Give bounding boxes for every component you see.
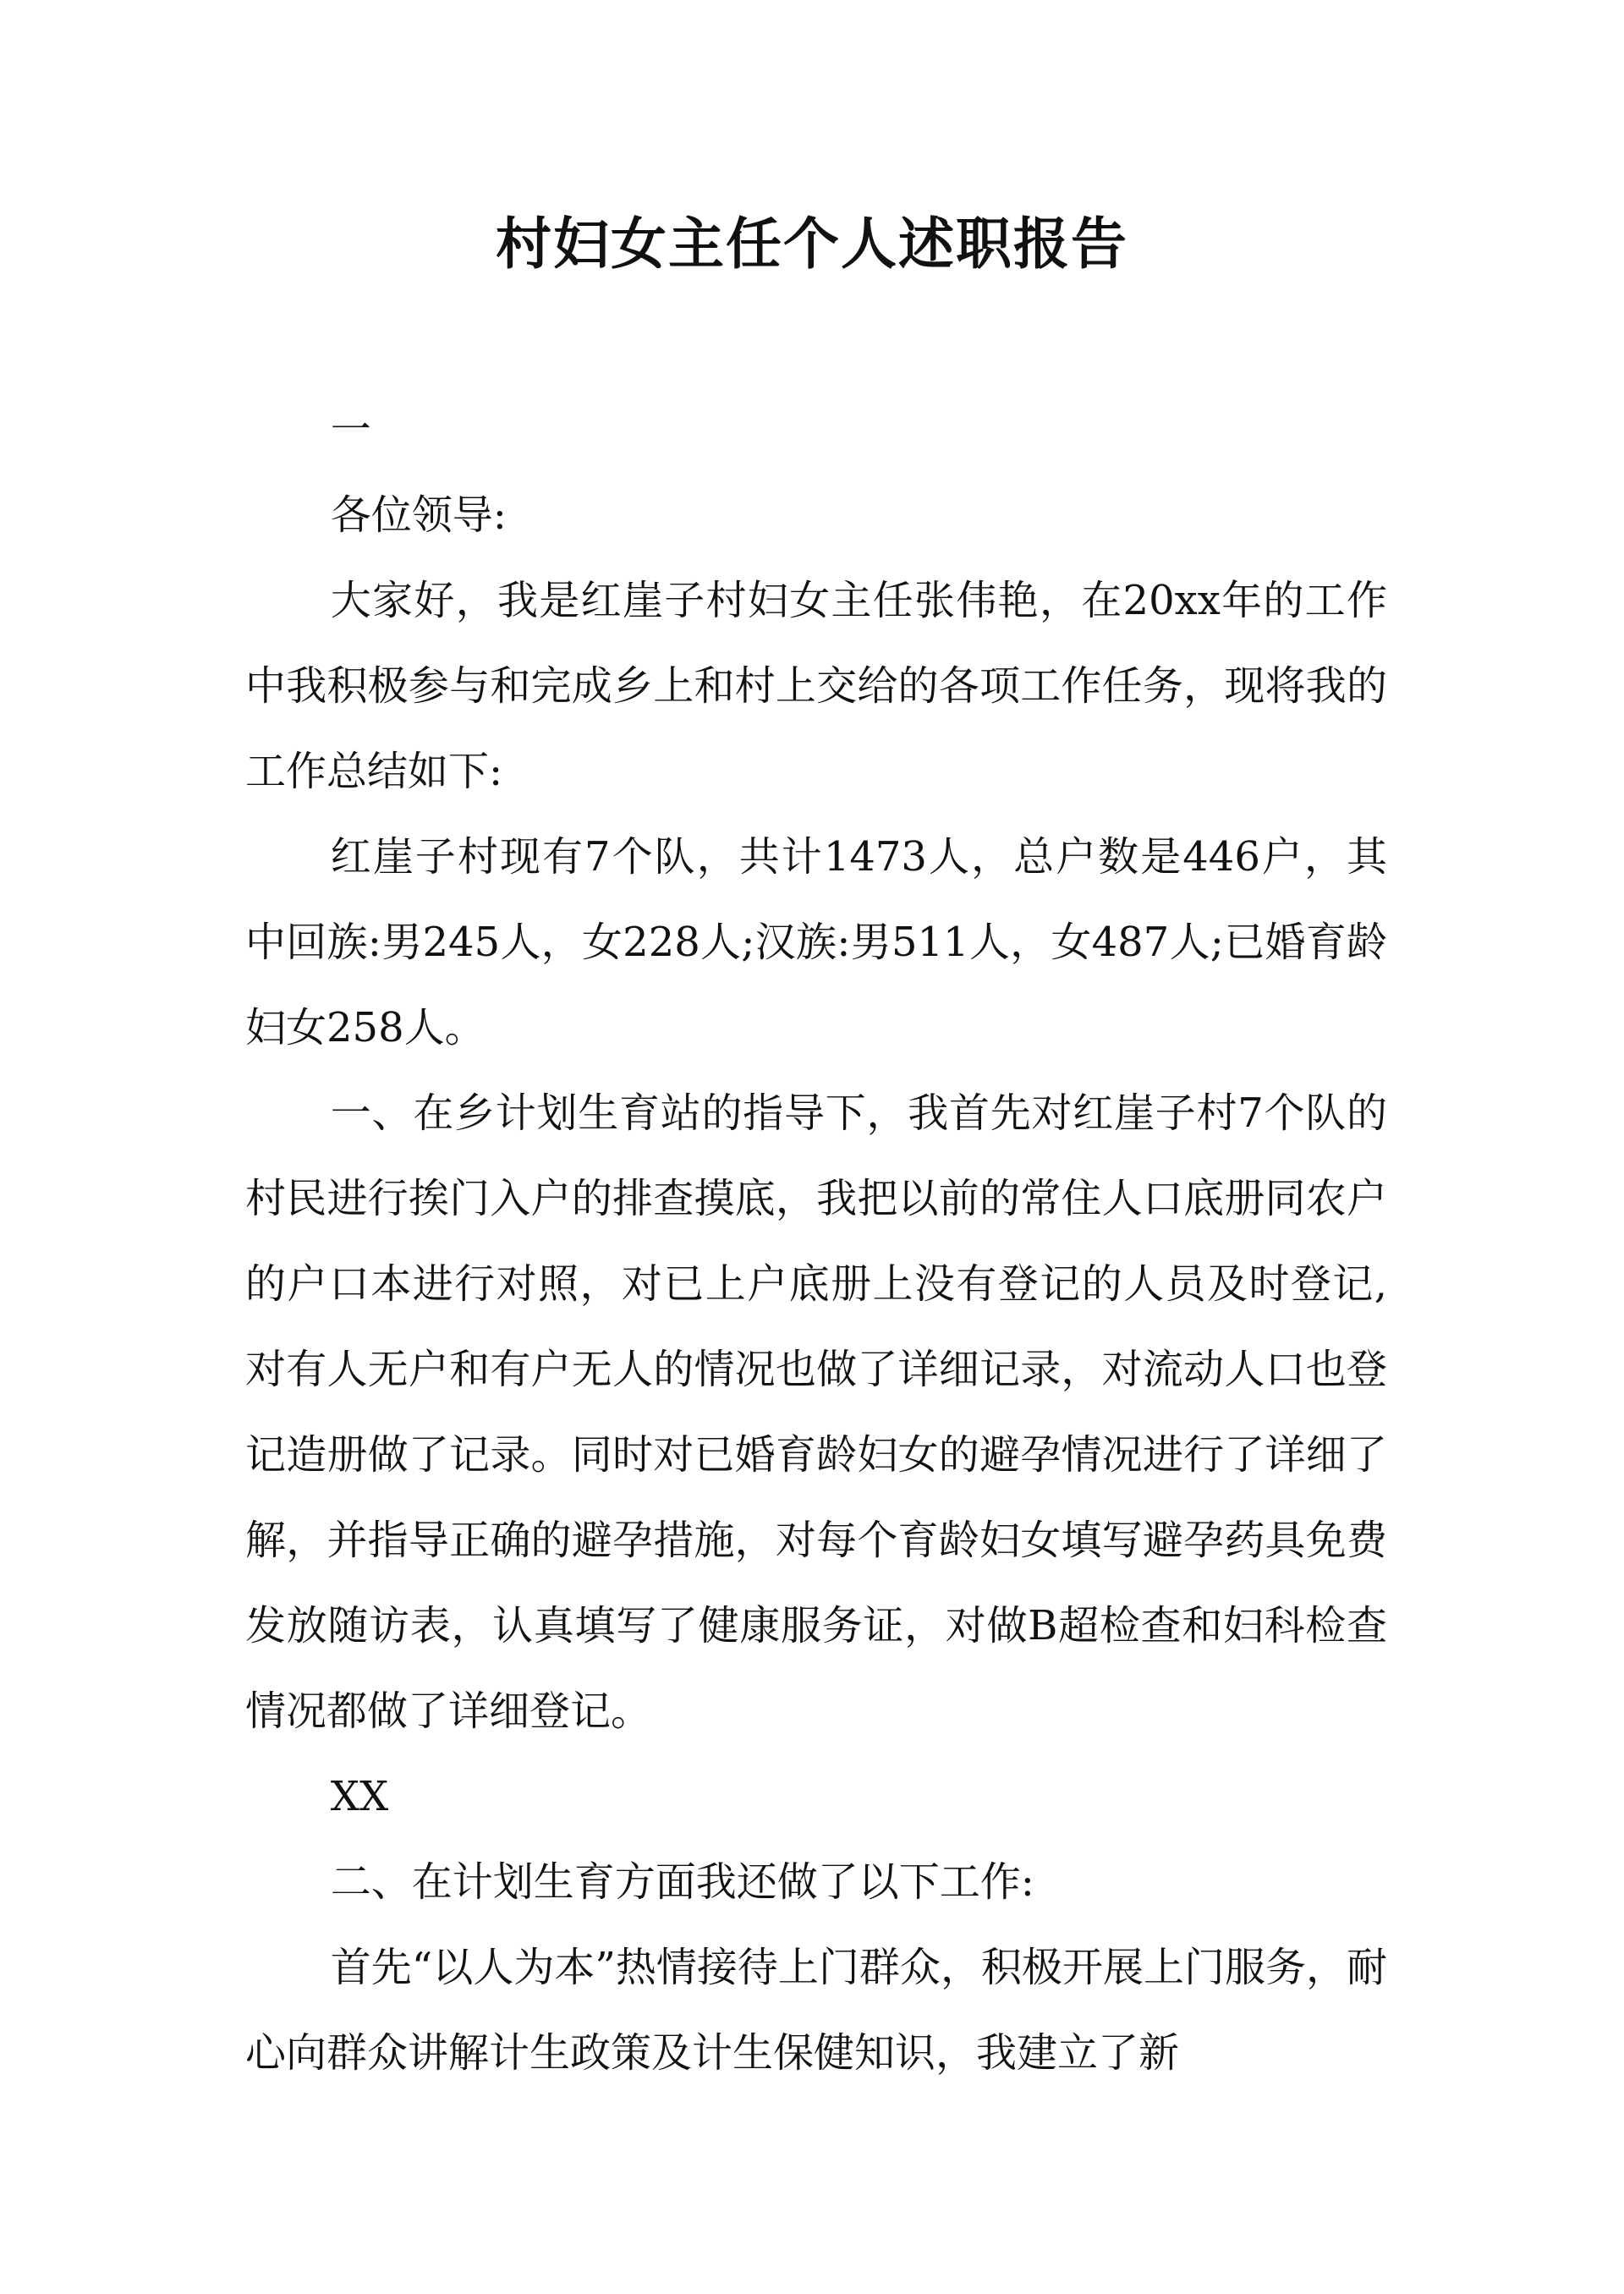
paragraph-section-two-body: 首先“以人为本”热情接待上门群众，积极开展上门服务，耐心向群众讲解计生政策及计生保健知识，我建立了新 [245,1944,1387,2077]
paragraph-section-two-heading: 二、在计划生育方面我还做了以下工作: [330,1858,1034,1906]
paragraph-section-mark: 一 [330,406,371,453]
paragraph-introduction: 大家好，我是红崖子村妇女主任张伟艳，在20xx年的工作中我积极参与和完成乡上和村上交给的各项工作任务，现将我的工作总结如下: [245,577,1387,795]
paragraph-section-one: 一、在乡计划生育站的指导下，我首先对红崖子村7个队的村民进行挨门入户的排查摸底，我把以前的常住人口底册同农户的户口本进行对照，对已上户底册上没有登记的人员及时登记,对有人无户和有户无人的情况也做了详细记录，对流动人口也登记造册做了记录。同时对已婚育龄妇女的避孕情况进行了详细了解，并指导正确的避孕措施，对每个育龄妇女填写避孕药具免费发放随访表，认真填写了健康服务证，对做B超检查和妇科检查情况都做了详细登记。 [245,1089,1387,1735]
document-title: 村妇女主任个人述职报告 [496,211,1128,277]
document-body [245,387,1387,2096]
paragraph-salutation: 各位领导: [330,491,507,539]
paragraph-marker-xx: XX [330,1773,389,1820]
paragraph-village-statistics: 红崖子村现有7个队，共计1473人，总户数是446户，其中回族:男245人，女228人;汉族:男511人，女487人;已婚育龄妇女258人。 [245,833,1387,1051]
